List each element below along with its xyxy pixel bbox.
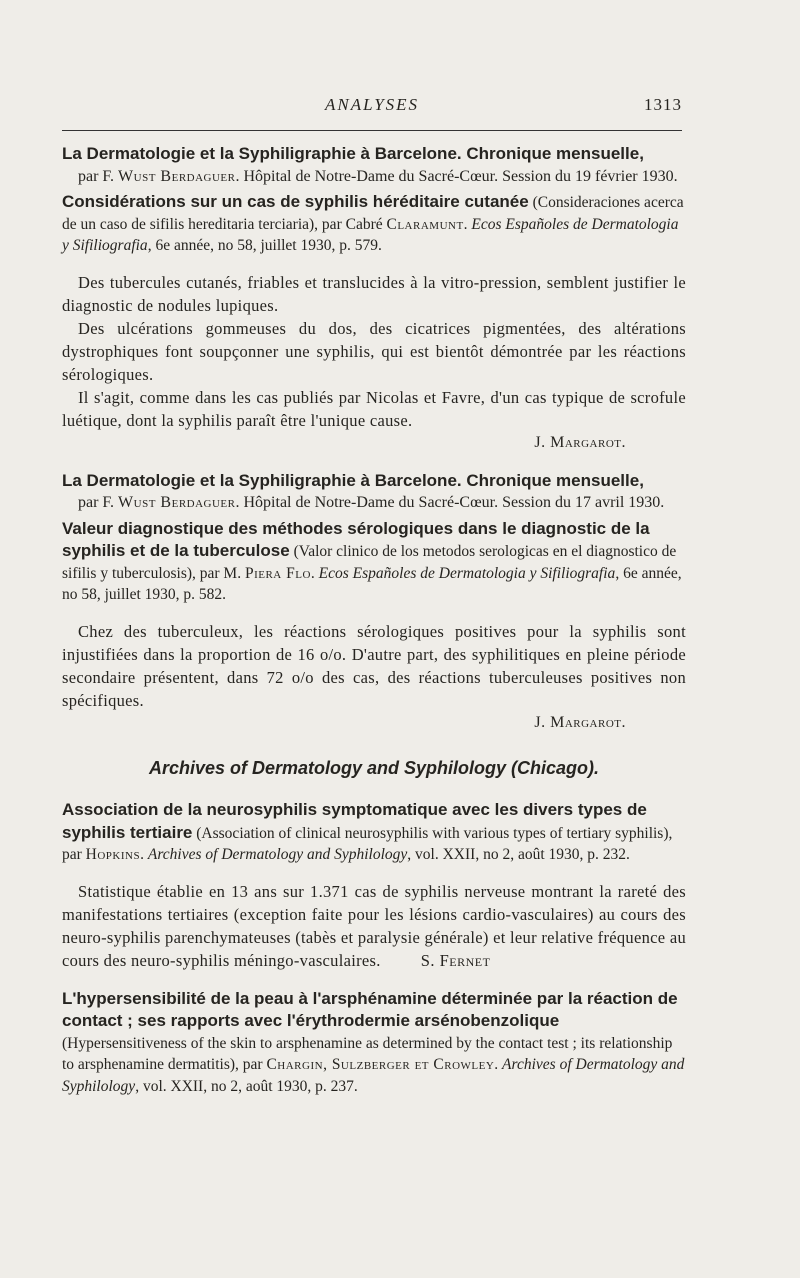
article-entry: L'hypersensibilité de la peau à l'arsphénamine déterminée par la réaction de contact ; ses rapports avec l'érythrodermie arsénobenzolique (Hypersensitiveness of the skin to arsphenamine as determined by the contact test ; its relationship to arsphenamine dermatitis), par Chargin, Sulzberger et Crowley. Archives of Dermatology and Syphilology, vol. XXII, no 2, août 1930, p. 237. xyxy=(62,988,685,1095)
article-entry xyxy=(62,143,686,187)
abstract-paragraph: Des ulcérations gommeuses du dos, des cicatrices pigmentées, des altérations dystrophiques font soupçonner une syphilis, qui est bientôt démontrée par les réactions sérologiques. xyxy=(62,318,686,384)
citation-details: . Hôpital de Notre-Dame du Sacré-Cœur. Session du 17 avril 1930. xyxy=(235,494,665,511)
byline-prefix: par F. xyxy=(78,167,119,185)
article-title-translation: (Valor clinico de los metodos serologicas en el diagnostico de sifilis y tuberculosis), par M. xyxy=(62,543,677,582)
abstract-paragraph xyxy=(62,880,686,972)
citation-details: , 6e année, no 58, juillet 1930, p. 582. xyxy=(62,564,682,603)
section-title: Archives of Dermatology and Syphilology (Chicago). xyxy=(148,757,600,778)
header-rule xyxy=(62,130,682,131)
citation-details: , 6e année, no 58, juillet 1930, p. 579. xyxy=(147,237,382,254)
article-heading: La Dermatologie et la Syphiligraphie à Barcelone. Chronique mensuelle, xyxy=(62,144,644,163)
page-header xyxy=(62,95,682,119)
article-entry: Association de la neurosyphilis symptomatique avec les divers types de syphilis tertiaire (Association of clinical neurosyphilis with various types of tertiary syphilis), par Hopkins. Archives of Dermatology and Syphilology, vol. XXII, no 2, août 1930, p. 232. xyxy=(62,800,673,863)
citation-details: , vol. XXII, no 2, août 1930, p. 237. xyxy=(135,1077,358,1095)
reviewer-signature xyxy=(62,712,686,734)
byline-prefix: par F. xyxy=(78,494,119,511)
reviewer-name: J. Margarot. xyxy=(534,433,626,451)
citation-details: , vol. XXII, no 2, août 1930, p. 232. xyxy=(407,846,630,863)
author-name: Wust Berdaguer xyxy=(118,494,236,511)
article-heading: Valeur diagnostique des méthodes sérologiques dans le diagnostic de la syphilis et de la tuberculose xyxy=(62,518,650,560)
article-citation xyxy=(62,492,686,514)
author-name: Wust Berdaguer xyxy=(118,167,236,185)
article-title-translation: (Consideraciones acerca de un caso de sifilis hereditaria terciaria), par Cabré xyxy=(62,194,684,233)
reviewer-name: J. Margarot. xyxy=(534,713,626,731)
citation-details: . Hôpital de Notre-Dame du Sacré-Cœur. Session du 19 février 1930. xyxy=(235,167,678,185)
author-name: Hopkins xyxy=(85,846,141,863)
author-names: Chargin, Sulzberger et Crowley xyxy=(266,1056,495,1073)
article-entry xyxy=(62,470,686,514)
article-heading: La Dermatologie et la Syphiligraphie à Barcelone. Chronique mensuelle, xyxy=(62,470,644,490)
journal-name: Archives of Dermatology and Syphilology xyxy=(62,1056,685,1095)
page-content xyxy=(62,143,686,1101)
article-entry: Valeur diagnostique des méthodes sérologiques dans le diagnostic de la syphilis et de la tuberculose (Valor clinico de los metodos serologicas en el diagnostico de sifilis y tuberculosis), par M. Piera Flo. Ecos Españoles de Dermatologia y Sifiliografia, 6e année, no 58, juillet 1930, p. 582. xyxy=(62,518,682,603)
reviewer-signature xyxy=(62,432,686,454)
reviewer-name: S. Fernet xyxy=(420,950,491,970)
running-title: ANALYSES xyxy=(324,95,420,114)
abstract-paragraph: Des tubercules cutanés, friables et translucides à la vitro-pression, semblent justifier le diagnostic de nodules lupiques. xyxy=(62,272,686,315)
article-entry: Considérations sur un cas de syphilis héréditaire cutanée (Consideraciones acerca de un caso de sifilis hereditaria terciaria), par Cabré Claramunt. Ecos Españoles de Dermatologia y Sifiliografia, 6e année, no 58, juillet 1930, p. 579. xyxy=(62,192,684,254)
journal-name: Ecos Españoles de Dermatologia y Sifiliografia xyxy=(318,564,616,582)
abstract-paragraph: Il s'agit, comme dans les cas publiés par Nicolas et Favre, d'un cas typique de scrofule luétique, dont la syphilis paraît être l'unique cause. xyxy=(62,387,686,430)
article-title-translation: (Hypersensitiveness of the skin to arsphenamine as determined by the contact test ; its relationship to arsphenamine dermatitis), par xyxy=(62,1034,673,1073)
journal-name: Ecos Españoles de Dermatologia y Sifiliografia xyxy=(62,215,679,254)
article-title-translation: (Association of clinical neurosyphilis with various types of tertiary syphilis), par xyxy=(62,824,673,863)
article-heading: Association de la neurosyphilis symptomatique avec les divers types de syphilis tertiaire xyxy=(62,800,647,842)
page-number: 1313 xyxy=(644,95,682,114)
abstract-text: Statistique établie en 13 ans sur 1.371 cas de syphilis nerveuse montrant la rareté des manifestations tertiaires (exception faite pour les lésions cardio-vasculaires) au cours des neuro-syphilis parenchymateuses (tabès et paralysie générale) et leur relative fréquence au cours des neuro-syphilis méningo-vasculaires. xyxy=(62,881,686,970)
article-heading: Considérations sur un cas de syphilis héréditaire cutanée xyxy=(62,192,529,211)
abstract-paragraph: Chez des tuberculeux, les réactions sérologiques positives pour la syphilis sont injustifiées dans la proportion de 16 o/o. D'autre part, des syphilitiques en pleine période secondaire présentent, dans 72 o/o des cas, des réactions tuberculeuses positives non spécifiques. xyxy=(62,621,686,710)
author-name: Piera Flo xyxy=(244,564,311,582)
article-heading: L'hypersensibilité de la peau à l'arsphénamine déterminée par la réaction de contact ; ses rapports avec l'érythrodermie arsénobenzolique xyxy=(62,988,678,1030)
journal-name: Archives of Dermatology and Syphilology xyxy=(147,846,408,863)
author-name: Claramunt xyxy=(386,215,464,233)
article-citation xyxy=(62,166,686,188)
